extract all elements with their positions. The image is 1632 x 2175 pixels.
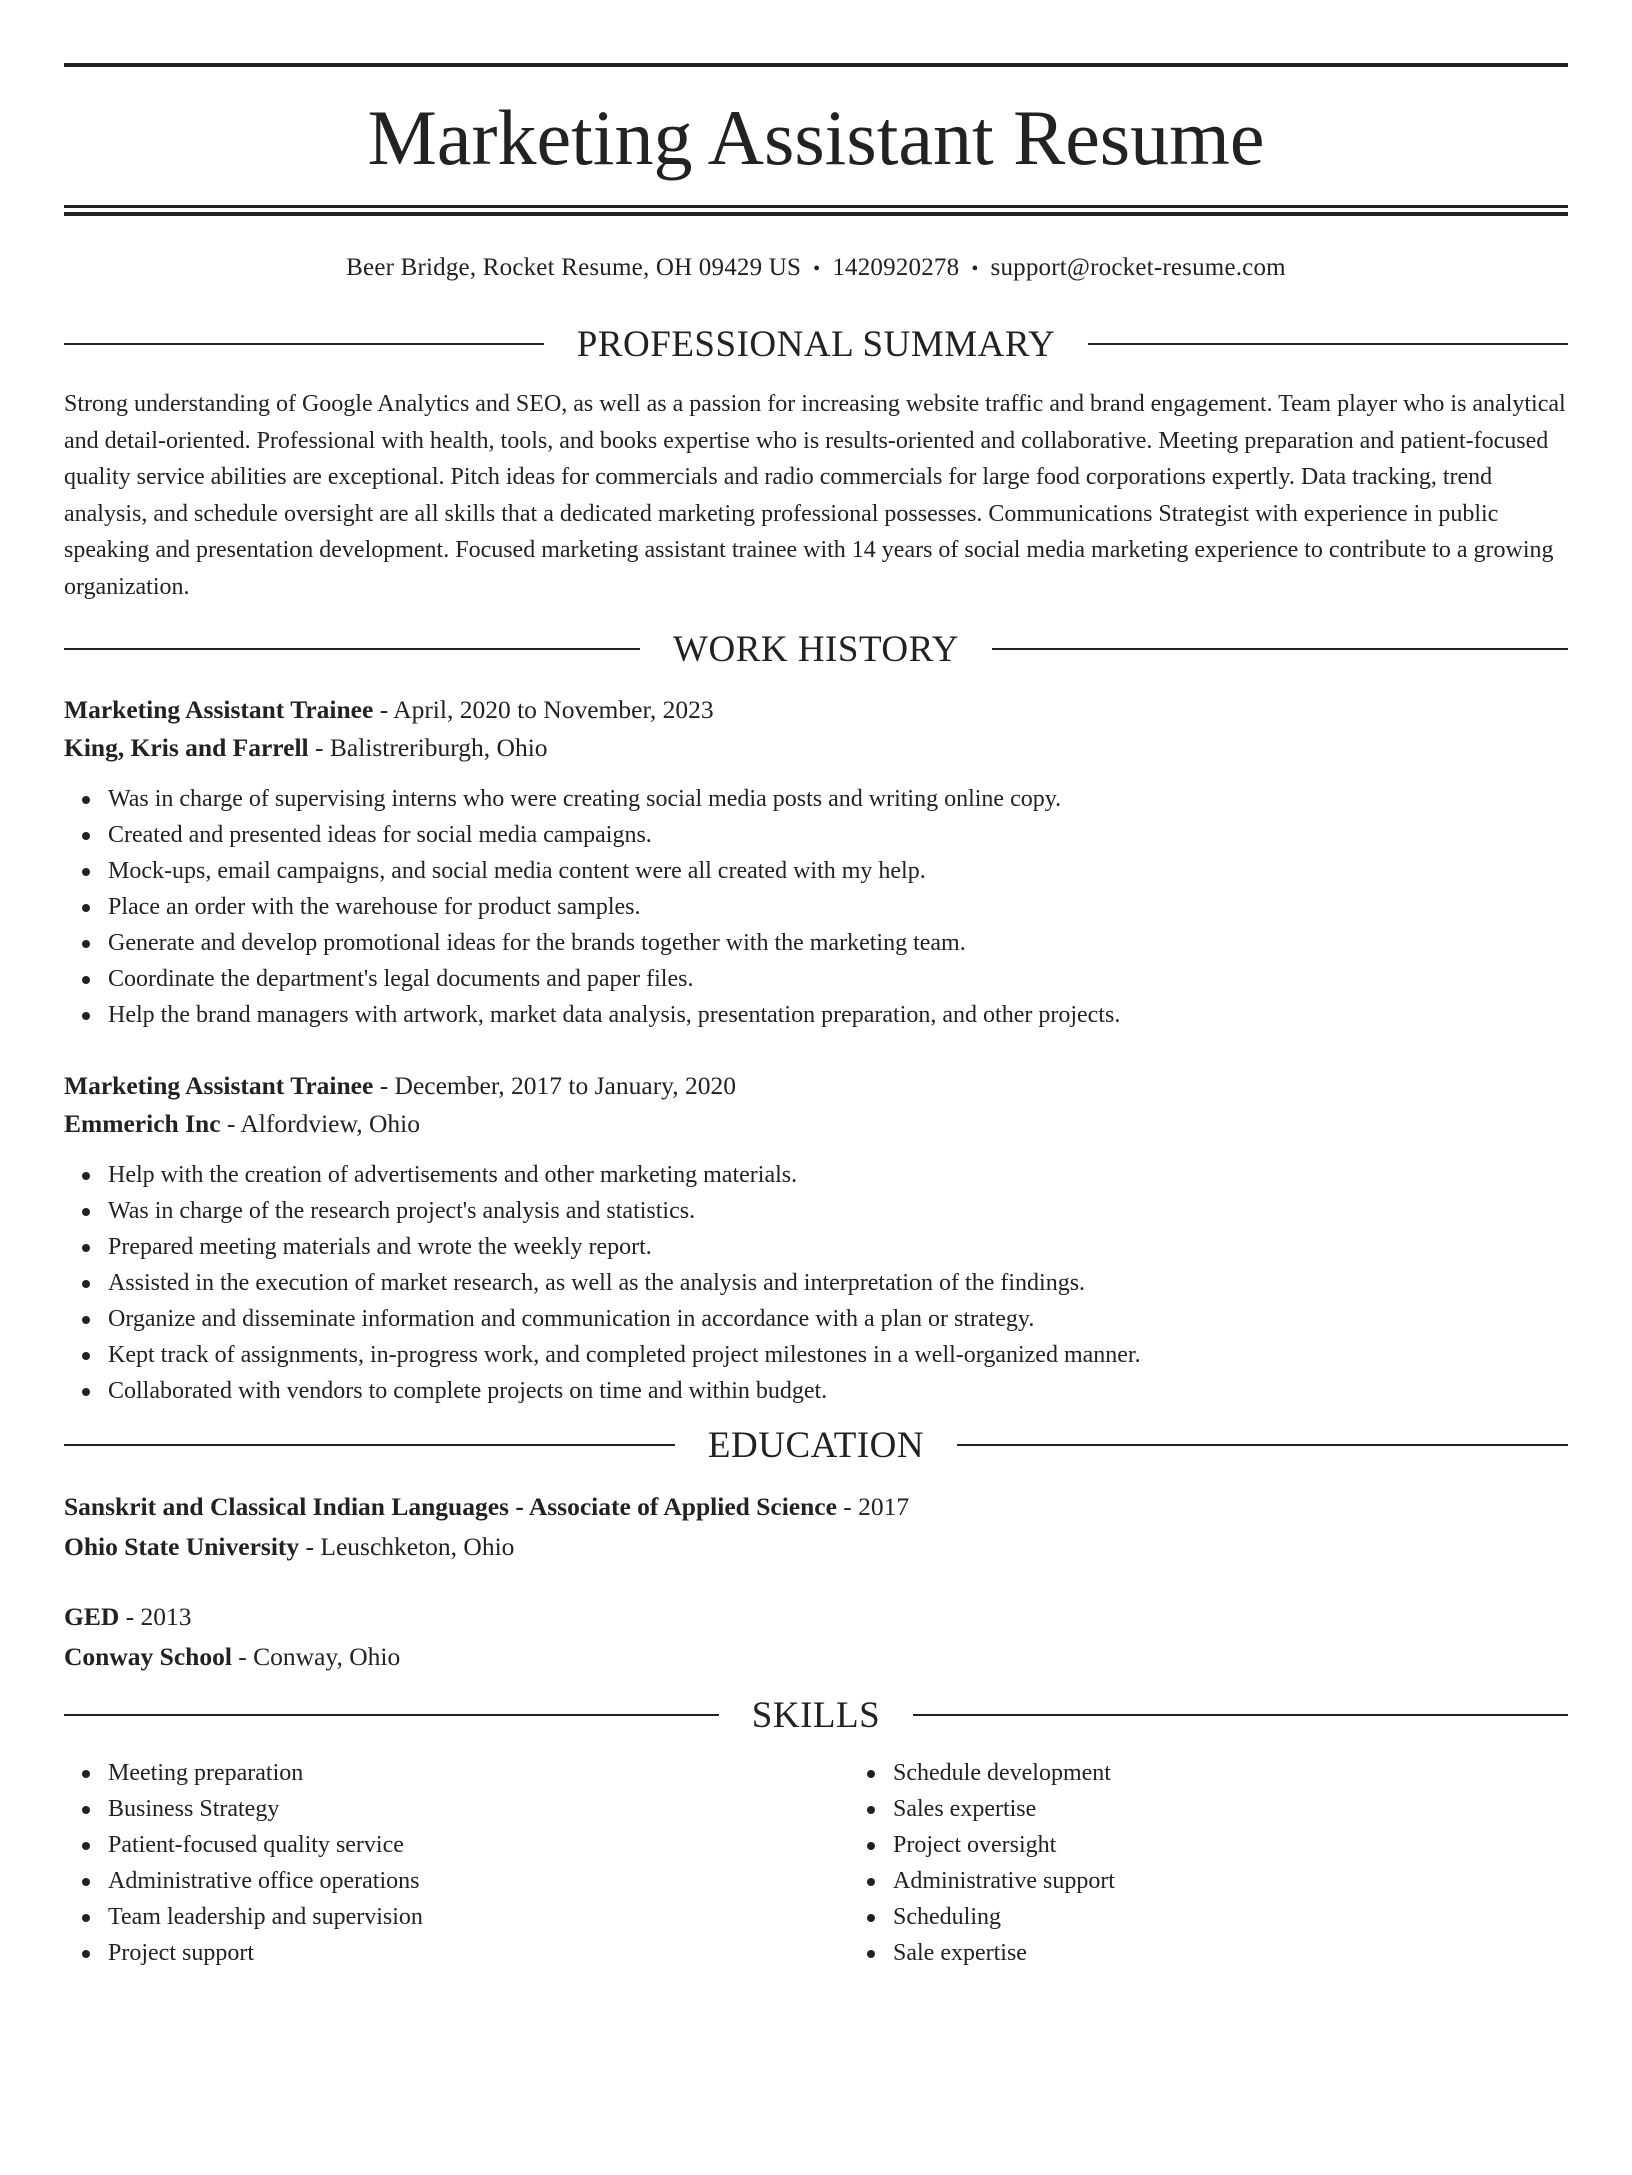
job-company-line [64, 729, 1568, 767]
contact-separator: • [971, 258, 979, 280]
education-degree-line [64, 1597, 1568, 1637]
list-item: Organize and disseminate information and communication in accordance with a plan or strategy. [108, 1301, 1568, 1337]
list-item: Assisted in the execution of market research, as well as the analysis and interpretation of the findings. [108, 1265, 1568, 1301]
skills-grid [64, 1755, 1568, 1971]
job-title-line [64, 1067, 1568, 1105]
job-entry [64, 1067, 1568, 1409]
list-item: Patient-focused quality service [108, 1827, 849, 1863]
heading-rule-right [913, 1714, 1568, 1716]
list-item: Collaborated with vendors to complete projects on time and within budget. [108, 1373, 1568, 1409]
section-title-summary: PROFESSIONAL SUMMARY [576, 323, 1056, 365]
education-school-line [64, 1527, 1568, 1567]
education-entry [64, 1597, 1568, 1677]
contact-line [64, 248, 1568, 288]
job-company-line [64, 1105, 1568, 1143]
list-item: Place an order with the warehouse for product samples. [108, 889, 1568, 925]
job-title: Marketing Assistant Trainee [64, 695, 374, 724]
education-school: Conway School [64, 1642, 232, 1671]
job-dates: - December, 2017 to January, 2020 [373, 1071, 737, 1100]
job-bullets [64, 781, 1568, 1033]
contact-email: support@rocket-resume.com [990, 254, 1286, 281]
section-heading-work [64, 627, 1568, 671]
section-heading-summary [64, 322, 1568, 366]
list-item: Coordinate the department's legal documents and paper files. [108, 961, 1568, 997]
contact-separator: • [813, 258, 821, 280]
education-location: - Leuschketon, Ohio [299, 1532, 515, 1561]
section-title-education: EDUCATION [707, 1424, 925, 1466]
education-degree-line [64, 1487, 1568, 1527]
education-entry [64, 1487, 1568, 1567]
list-item: Administrative support [893, 1863, 1568, 1899]
list-item: Was in charge of the research project's analysis and statistics. [108, 1193, 1568, 1229]
page-title: Marketing Assistant Resume [367, 94, 1265, 181]
skills-list-right [849, 1755, 1568, 1971]
heading-rule-right [992, 648, 1568, 650]
list-item: Kept track of assignments, in-progress work, and completed project milestones in a well-organized manner. [108, 1337, 1568, 1373]
list-item: Scheduling [893, 1899, 1568, 1935]
job-title-line [64, 691, 1568, 729]
job-location: - Balistreriburgh, Ohio [308, 733, 548, 762]
job-title: Marketing Assistant Trainee [64, 1071, 374, 1100]
job-company: Emmerich Inc [64, 1109, 221, 1138]
list-item: Schedule development [893, 1755, 1568, 1791]
list-item: Business Strategy [108, 1791, 849, 1827]
section-title-skills: SKILLS [751, 1694, 881, 1736]
resume-page [0, 63, 1632, 2175]
job-dates: - April, 2020 to November, 2023 [373, 695, 714, 724]
list-item: Sale expertise [893, 1935, 1568, 1971]
heading-rule-right [1088, 343, 1568, 345]
list-item: Help with the creation of advertisements and other marketing materials. [108, 1157, 1568, 1193]
education-degree: GED [64, 1602, 120, 1631]
contact-phone: 1420920278 [832, 254, 960, 281]
section-heading-skills [64, 1693, 1568, 1737]
list-item: Sales expertise [893, 1791, 1568, 1827]
list-item: Created and presented ideas for social media campaigns. [108, 817, 1568, 853]
list-item: Was in charge of supervising interns who were creating social media posts and writing online copy. [108, 781, 1568, 817]
contact-address: Beer Bridge, Rocket Resume, OH 09429 US [346, 254, 802, 281]
job-entry [64, 691, 1568, 1033]
education-school: Ohio State University [64, 1532, 300, 1561]
heading-rule-left [64, 1714, 719, 1716]
education-year: - 2017 [836, 1492, 910, 1521]
job-bullets [64, 1157, 1568, 1409]
skills-list-left [64, 1755, 849, 1971]
education-degree: Sanskrit and Classical Indian Languages - Associate of Applied Science [64, 1492, 837, 1521]
list-item: Help the brand managers with artwork, market data analysis, presentation preparation, and other projects. [108, 997, 1568, 1033]
list-item: Generate and develop promotional ideas for the brands together with the marketing team. [108, 925, 1568, 961]
summary-text: Strong understanding of Google Analytics and SEO, as well as a passion for increasing website traffic and brand engagement. Team player who is analytical and detail-oriented. Professional with health, tools, and books expertise who is results-oriented and collaborative. Meeting preparation and patient-focused quality service abilities are exceptional. Pitch ideas for commercials and radio commercials for large food corporations expertly. Data tracking, trend analysis, and schedule oversight are all skills that a dedicated marketing professional possesses. Communications Strategist with experience in public speaking and presentation development. Focused marketing assistant trainee with 14 years of social media marketing experience to contribute to a growing organization. [64, 391, 1566, 600]
list-item: Mock-ups, email campaigns, and social media content were all created with my help. [108, 853, 1568, 889]
list-item: Prepared meeting materials and wrote the weekly report. [108, 1229, 1568, 1265]
title-double-rule [64, 205, 1568, 216]
list-item: Administrative office operations [108, 1863, 849, 1899]
education-school-line [64, 1637, 1568, 1677]
job-location: - Alfordview, Ohio [220, 1109, 420, 1138]
heading-rule-left [64, 1444, 675, 1446]
education-year: - 2013 [119, 1602, 192, 1631]
section-title-work: WORK HISTORY [673, 628, 959, 670]
job-company: King, Kris and Farrell [64, 733, 309, 762]
heading-rule-right [957, 1444, 1568, 1446]
education-location: - Conway, Ohio [231, 1642, 401, 1671]
list-item: Team leadership and supervision [108, 1899, 849, 1935]
heading-rule-left [64, 648, 640, 650]
list-item: Meeting preparation [108, 1755, 849, 1791]
heading-rule-left [64, 343, 544, 345]
list-item: Project oversight [893, 1827, 1568, 1863]
list-item: Project support [108, 1935, 849, 1971]
section-heading-education [64, 1423, 1568, 1467]
